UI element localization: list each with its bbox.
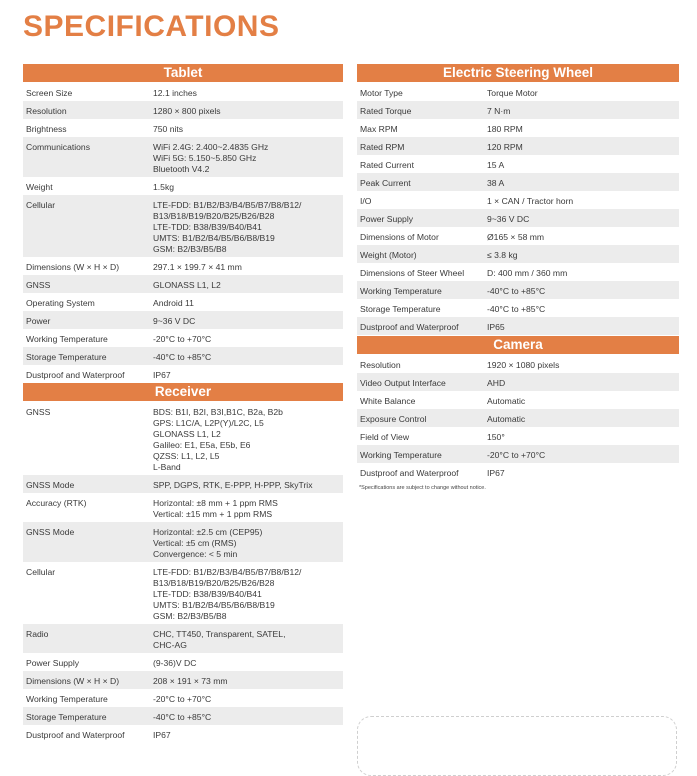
spec-row [23,257,343,275]
spec-value: 9~36 V DC [153,316,196,326]
spec-row [357,463,679,481]
spec-row [357,373,679,391]
spec-value: 150° [487,432,505,442]
spec-label: Dustproof and Waterproof [360,322,459,332]
spec-value: LTE-FDD: B1/B2/B3/B4/B5/B7/B8/B12/ B13/B18/B19/B20/B25/B26/B28 LTE-TDD: B38/B39/B40/B41 UMTS: B1/B2/B4/B5/B6/B8/B19 GSM: B2/B3/B5/B8 [153,200,302,254]
spec-value: Automatic [487,396,526,406]
spec-row [357,245,679,263]
left-column [23,64,343,743]
receiver-spec-table [23,402,343,743]
spec-label: Power [26,316,51,326]
spec-value: 38 A [487,178,505,188]
spec-row [23,365,343,383]
spec-label: I/O [360,196,372,206]
spec-row [23,562,343,624]
spec-label: Dustproof and Waterproof [26,370,125,380]
placeholder-box [357,716,677,776]
spec-label: Field of View [360,432,410,442]
spec-value: 297.1 × 199.7 × 41 mm [153,262,242,272]
spec-row [357,155,679,173]
spec-value: -40°C to +85°C [153,712,212,722]
spec-label: Peak Current [360,178,411,188]
spec-label: Screen Size [26,88,73,98]
spec-label: GNSS [26,407,51,417]
spec-label: Rated Current [360,160,414,170]
spec-row [357,317,679,335]
spec-value: Horizontal: ±8 mm + 1 ppm RMS Vertical: ±15 mm + 1 ppm RMS [153,498,278,519]
spec-label: GNSS Mode [26,527,75,537]
spec-value: 9~36 V DC [487,214,530,224]
spec-row [23,671,343,689]
spec-label: GNSS [26,280,51,290]
spec-value: (9-36)V DC [153,658,197,668]
spec-value: 7 N·m [487,106,511,116]
spec-row [23,119,343,137]
spec-value: LTE-FDD: B1/B2/B3/B4/B5/B7/B8/B12/ B13/B18/B19/B20/B25/B26/B28 LTE-TDD: B38/B39/B40/B41 UMTS: B1/B2/B4/B5/B6/B8/B19 GSM: B2/B3/B5/B8 [153,567,302,621]
spec-value: -40°C to +85°C [153,352,212,362]
spec-row [23,195,343,257]
spec-label: Rated RPM [360,142,405,152]
spec-row [23,83,343,101]
spec-row [23,101,343,119]
spec-label: Weight [26,182,53,192]
spec-value: GLONASS L1, L2 [153,280,221,290]
spec-label: Dimensions of Steer Wheel [360,268,465,278]
spec-row [23,624,343,653]
spec-value: 1280 × 800 pixels [153,106,221,116]
spec-row [357,137,679,155]
spec-row [23,329,343,347]
spec-row [23,177,343,195]
spec-row [357,101,679,119]
spec-label: Power Supply [360,214,414,224]
camera-spec-table [357,355,679,481]
spec-row [23,725,343,743]
spec-row [357,191,679,209]
spec-value: 1.5kg [153,182,175,192]
spec-value: SPP, DGPS, RTK, E-PPP, H-PPP, SkyTrix [153,480,313,490]
steering-spec-table [357,83,679,335]
spec-row [23,347,343,365]
spec-label: Exposure Control [360,414,427,424]
spec-row [357,209,679,227]
spec-value: Android 11 [153,298,194,308]
spec-label: Communications [26,142,90,152]
tablet-spec-table [23,83,343,383]
spec-row [357,299,679,317]
spec-value: IP65 [487,322,505,332]
spec-value: 120 RPM [487,142,523,152]
spec-value: CHC, TT450, Transparent, SATEL, CHC-AG [153,629,286,650]
spec-label: Power Supply [26,658,80,668]
spec-row [357,355,679,373]
spec-label: Max RPM [360,124,398,134]
spec-label: Working Temperature [360,286,442,296]
steering-section-header: Electric Steering Wheel [357,64,679,82]
spec-label: Rated Torque [360,106,412,116]
spec-row [357,83,679,101]
spec-value: 180 RPM [487,124,523,134]
spec-row [23,689,343,707]
spec-value: 208 × 191 × 73 mm [153,676,228,686]
spec-label: Cellular [26,200,56,210]
spec-label: Motor Type [360,88,403,98]
spec-row [357,227,679,245]
spec-label: Radio [26,629,49,639]
spec-row [23,493,343,522]
spec-row [357,119,679,137]
spec-value: 12.1 inches [153,88,197,98]
spec-value: BDS: B1I, B2I, B3I,B1C, B2a, B2b GPS: L1C/A, L2P(Y)/L2C, L5 GLONASS L1, L2 Galileo: E1, E5a, E5b, E6 QZSS: L1, L2, L5 L-Band [153,407,283,472]
spec-label: White Balance [360,396,416,406]
spec-value: D: 400 mm / 360 mm [487,268,568,278]
spec-value: 750 nits [153,124,184,134]
spec-value: -20°C to +70°C [487,450,546,460]
spec-value: 1920 × 1080 pixels [487,360,560,370]
spec-row [23,275,343,293]
spec-label: Dustproof and Waterproof [360,468,459,478]
spec-row [357,445,679,463]
spec-label: Video Output Interface [360,378,446,388]
spec-row [357,281,679,299]
spec-value: ≤ 3.8 kg [487,250,518,260]
spec-value: 1 × CAN / Tractor horn [487,196,574,206]
spec-value: WiFi 2.4G: 2.400~2.4835 GHz WiFi 5G: 5.150~5.850 GHz Bluetooth V4.2 [153,142,269,174]
spec-label: Dimensions (W × H × D) [26,262,120,272]
spec-value: -20°C to +70°C [153,334,212,344]
spec-value: 15 A [487,160,505,170]
spec-label: Storage Temperature [360,304,441,314]
spec-label: Storage Temperature [26,352,107,362]
spec-value: IP67 [487,468,505,478]
spec-label: Accuracy (RTK) [26,498,87,508]
disclaimer-note: *Specifications are subject to change without notice. [359,485,486,491]
spec-value: AHD [487,378,506,388]
receiver-section-header: Receiver [23,383,343,401]
page-title: SPECIFICATIONS [23,10,280,43]
spec-row [23,653,343,671]
spec-label: Working Temperature [26,334,108,344]
spec-value: IP67 [153,730,171,740]
spec-label: Resolution [360,360,401,370]
spec-row [23,522,343,562]
spec-value: Horizontal: ±2.5 cm (CEP95) Vertical: ±5 cm (RMS) Convergence: < 5 min [153,527,263,559]
spec-value: Automatic [487,414,526,424]
spec-row [23,293,343,311]
spec-label: Operating System [26,298,95,308]
camera-section-header: Camera [357,336,679,354]
spec-row [357,173,679,191]
tablet-section-header: Tablet [23,64,343,82]
spec-label: Weight (Motor) [360,250,417,260]
spec-row [23,311,343,329]
spec-value: Ø165 × 58 mm [487,232,545,242]
spec-label: Storage Temperature [26,712,107,722]
spec-row [23,707,343,725]
spec-row [357,391,679,409]
spec-row [23,475,343,493]
spec-value: Torque Motor [487,88,538,98]
spec-value: IP67 [153,370,171,380]
spec-label: Dustproof and Waterproof [26,730,125,740]
spec-row [357,409,679,427]
spec-label: Dimensions (W × H × D) [26,676,120,686]
spec-row [357,427,679,445]
spec-label: Working Temperature [26,694,108,704]
spec-label: Dimensions of Motor [360,232,439,242]
spec-row [23,402,343,475]
spec-label: Cellular [26,567,56,577]
right-column [357,64,679,491]
spec-label: Resolution [26,106,67,116]
spec-value: -20°C to +70°C [153,694,212,704]
spec-row [357,263,679,281]
spec-label: Brightness [26,124,67,134]
spec-row [23,137,343,177]
spec-label: Working Temperature [360,450,442,460]
spec-value: -40°C to +85°C [487,304,546,314]
spec-label: GNSS Mode [26,480,75,490]
spec-value: -40°C to +85°C [487,286,546,296]
